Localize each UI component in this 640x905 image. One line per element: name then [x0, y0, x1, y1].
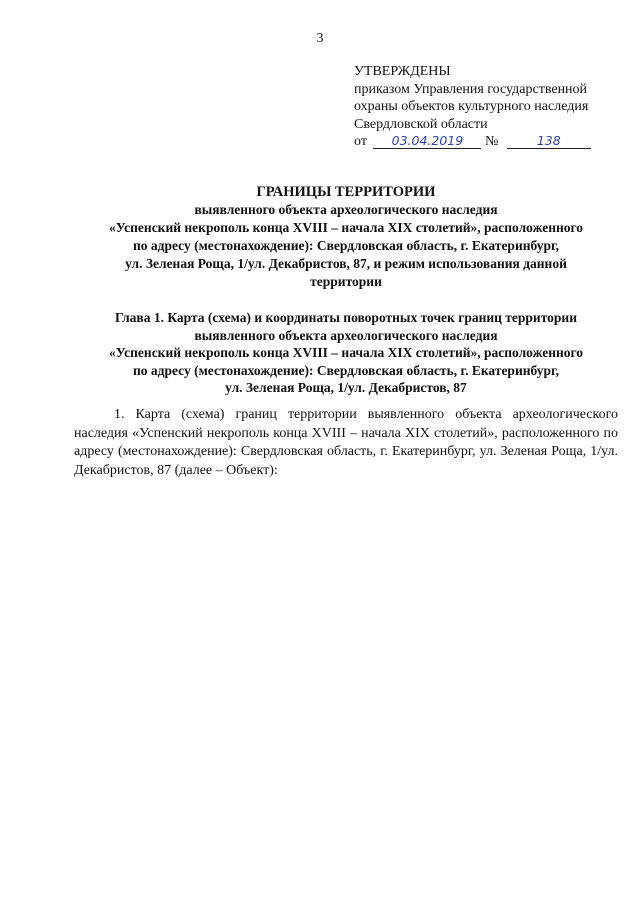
number-prefix: № [484, 134, 499, 149]
approval-heading: УТВЕРЖДЕНЫ [354, 64, 451, 79]
date-prefix: от [354, 134, 367, 149]
handwritten-date: 03.04.2019 [373, 133, 481, 149]
chapter-line-1: Глава 1. Карта (схема) и координаты поворотных точек границ территории [115, 310, 577, 325]
chapter-line-5: ул. Зеленая Роща, 1/ул. Декабристов, 87 [225, 380, 467, 396]
chapter-line-3: «Успенский некрополь конца XVIII – начала XIX столетий», расположенного [108, 345, 584, 361]
approval-line-2: охраны объектов культурного наследия [354, 99, 589, 114]
title-main: ГРАНИЦЫ ТЕРРИТОРИИ [256, 184, 436, 200]
chapter-line-4: по адресу (местонахождение): Свердловская область, г. Екатеринбург, [133, 362, 559, 378]
title-line-1: выявленного объекта археологического наследия [194, 202, 498, 217]
document-title [74, 183, 618, 291]
title-line-2: «Успенский некрополь конца XVIII – начала XIX столетий», расположенного [108, 220, 584, 235]
title-line-5: территории [310, 274, 382, 289]
approval-line-3: Свердловской области [354, 116, 488, 132]
approval-date-line [354, 133, 634, 151]
chapter-heading [74, 309, 618, 397]
title-line-4: ул. Зеленая Роща, 1/ул. Декабристов, 87, и режим использования данной [125, 256, 567, 271]
approval-block [354, 63, 634, 151]
approval-line-1: приказом Управления государственной [354, 81, 588, 97]
chapter-line-2: выявленного объекта археологического наследия [194, 327, 498, 343]
handwritten-order-number: 138 [507, 133, 591, 149]
body-paragraph-1: 1. Карта (схема) границ территории выявленного объекта археологического наследия «Успенский некрополь конца XVIII – начала XIX столетий», расположенного по адресу (местонахождение): Свердловская область, г. Екатеринбург, ул. Зеленая Роща, 1/ул. Декабристов, 87 (далее – Объект): [74, 407, 618, 478]
title-line-3: по адресу (местонахождение): Свердловская область, г. Екатеринбург, [133, 238, 559, 253]
page-number: 3 [316, 31, 324, 46]
